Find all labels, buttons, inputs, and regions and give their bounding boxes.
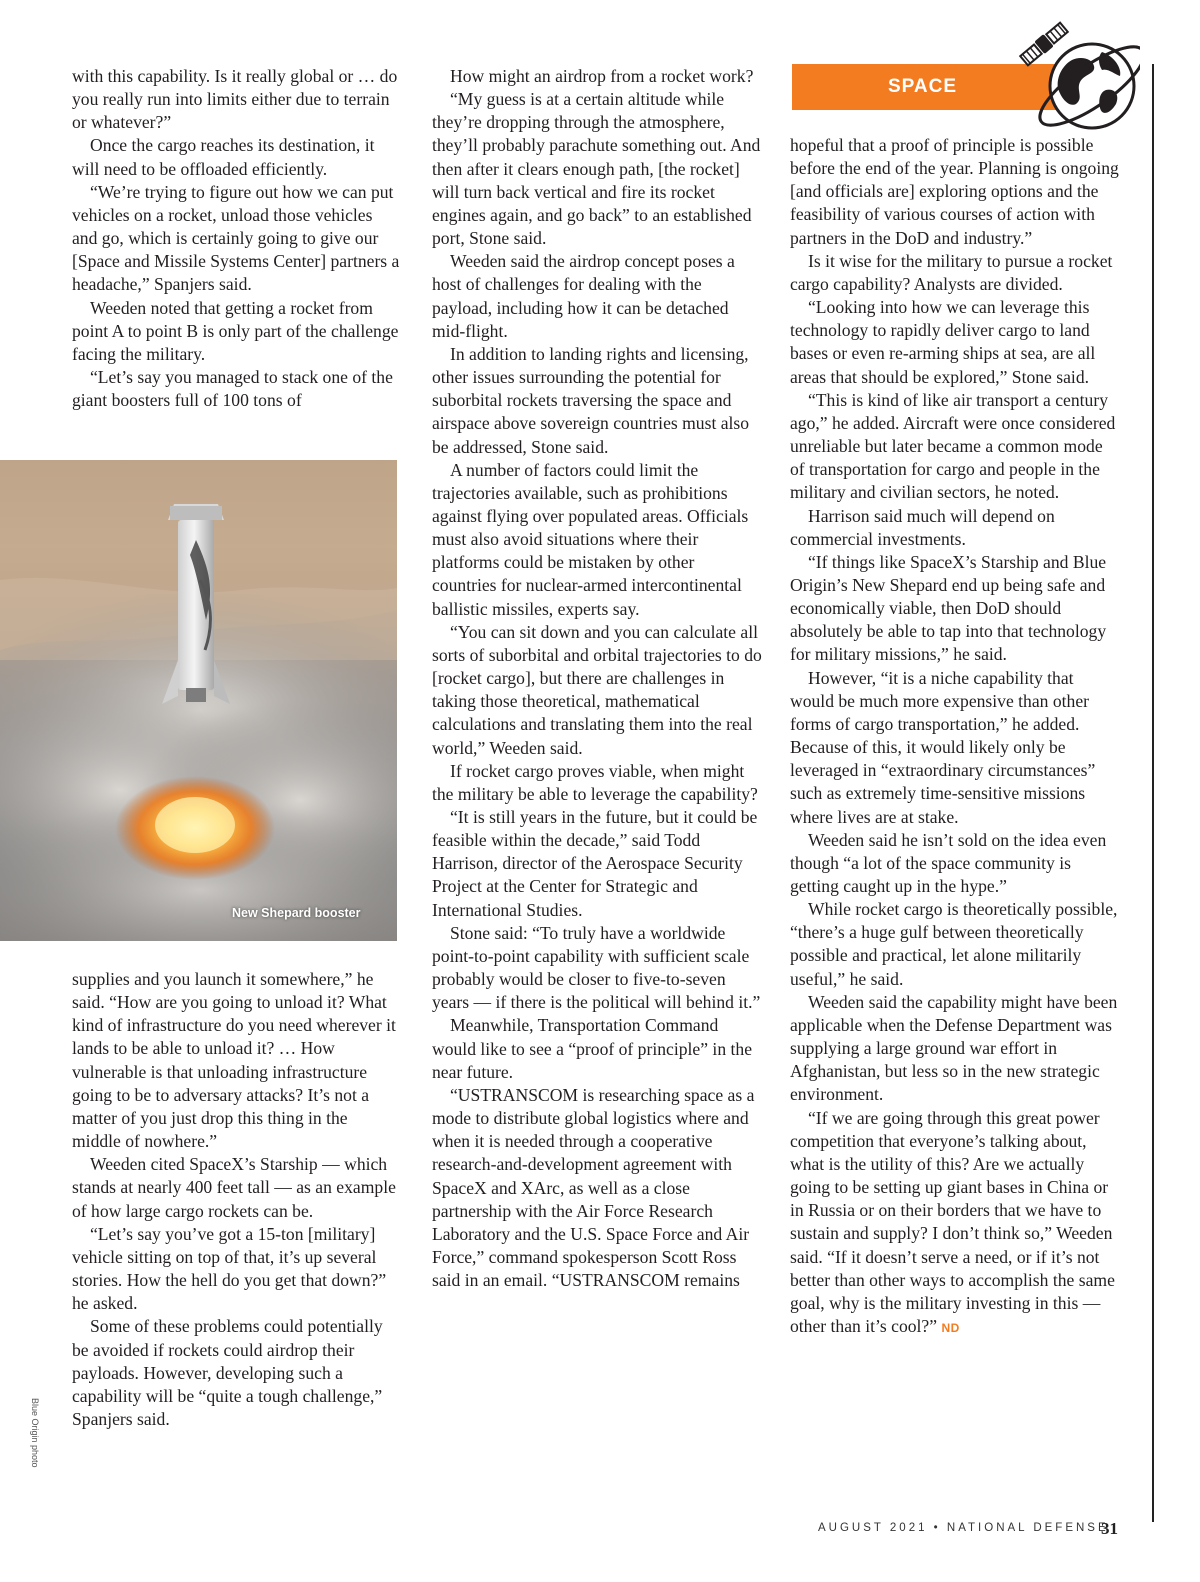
paragraph	[432, 1014, 762, 1083]
paragraph	[72, 65, 400, 134]
paragraph	[790, 1107, 1120, 1341]
paragraph	[72, 1223, 400, 1316]
paragraph-text: Weeden said he isn’t sold on the idea even though “a lot of the space community is getting caught up in the hype.”	[790, 829, 1107, 896]
paragraph	[790, 296, 1120, 389]
paragraph-text: Weeden said the capability might have been applicable when the Defense Department was supplying a large ground war effort in Afghanistan, but less so in the new strategic environment.	[790, 991, 1118, 1105]
paragraph	[432, 343, 762, 459]
paragraph-text: Weeden noted that getting a rocket from point A to point B is only part of the challenge facing the military.	[72, 297, 399, 364]
paragraph	[790, 551, 1120, 667]
paragraph	[72, 297, 400, 366]
paragraph-text: “This is kind of like air transport a century ago,” he added. Aircraft were once considered unreliable but later became a common mode of transportation for cargo and people in the military and civilian sectors, he noted.	[790, 389, 1116, 503]
section-label: SPACE	[888, 76, 958, 97]
paragraph	[432, 806, 762, 922]
paragraph	[432, 250, 762, 343]
paragraph-text: “Let’s say you’ve got a 15-ton [military] vehicle sitting on top of that, it’s up several stories. How the hell do you get that down?” he asked.	[72, 1223, 387, 1314]
paragraph	[790, 389, 1120, 505]
paragraph-text: However, “it is a niche capability that would be much more expensive than other forms of cargo transportation,” he added. Because of this, it would likely only be leveraged in “extraordinary circumstances” such as extremely time-sensitive missions where lives are at stake.	[790, 667, 1096, 827]
paragraph	[790, 250, 1120, 296]
article-column-3	[790, 134, 1120, 1340]
photo-caption: New Shepard booster	[232, 906, 361, 920]
paragraph-text: “If we are going through this great power competition that everyone’s talking about, what is the utility of this? Are we actually going to be setting up giant bases in China or in Russia or on their borders that we have to sustain and supply? I don’t think so,” Weeden said. “If it doesn’t serve a need, or if it’s not better than other ways to accomplish the same goal, why is the military investing in this — other than it’s cool?”	[790, 1107, 1115, 1336]
paragraph	[72, 968, 400, 1153]
globe-satellite-icon	[1010, 12, 1140, 137]
paragraph-text: “Looking into how we can leverage this technology to rapidly deliver cargo to land bases or even re-arming ships at sea, are all areas that should be explored,” Stone said.	[790, 297, 1096, 387]
paragraph-text: “My guess is at a certain altitude while they’re dropping through the atmosphere, they’ll probably parachute something out. And then after it clears enough path, [the rocket] will turn back vertical and fire its rocket engines again, and go back” to an established port, Stone said.	[432, 89, 761, 249]
paragraph-text: “It is still years in the future, but it could be feasible within the decade,” said Todd Harrison, director of the Aerospace Security Project at the Center for Strategic and International Studies.	[432, 807, 758, 920]
end-mark: ND	[941, 1320, 960, 1335]
paragraph-text: How might an airdrop from a rocket work?	[450, 66, 754, 86]
paragraph-text: Stone said: “To truly have a worldwide point-to-point capability with sufficient scale probably would be closer to five-to-seven years — if there is the political will behind it.”	[432, 922, 761, 1013]
paragraph	[790, 505, 1120, 551]
paragraph	[72, 134, 400, 180]
section-divider-line	[1152, 64, 1154, 1522]
article-column-1-top	[72, 65, 400, 412]
paragraph-text: Weeden said the airdrop concept poses a host of challenges for dealing with the payload, including how it can be detached mid-flight.	[432, 251, 735, 341]
paragraph-text: Meanwhile, Transportation Command would like to see a “proof of principle” in the near future.	[432, 1015, 753, 1082]
paragraph	[72, 366, 400, 412]
paragraph	[432, 922, 762, 1015]
paragraph-text: Is it wise for the military to pursue a rocket cargo capability? Analysts are divided.	[790, 250, 1113, 294]
article-column-2	[432, 65, 762, 1292]
paragraph-text: “You can sit down and you can calculate all sorts of suborbital and orbital trajectories to do [rocket cargo], but there are challenges in taking those theoretical, mathematical calculations and translating them into the real world,” Weeden said.	[432, 621, 762, 758]
paragraph-text: hopeful that a proof of principle is possible before the end of the year. Planning is ongoing [and officials are] exploring options and the feasibility of various courses of action with partners in the DoD and industry.”	[790, 135, 1119, 248]
paragraph-text: Once the cargo reaches its destination, it will need to be offloaded efficiently.	[72, 135, 375, 179]
paragraph-text: “USTRANSCOM is researching space as a mode to distribute global logistics where and when it is needed through a cooperative research-and-development agreement with SpaceX and XArc, as well as a close partnership with the Air Force Research Laboratory and the U.S. Space Force and Air Force,” command spokesperson Scott Ross said in an email. “USTRANSCOM remains	[432, 1084, 755, 1291]
paragraph-text: “Let’s say you managed to stack one of the giant boosters full of 100 tons of	[72, 367, 393, 411]
paragraph	[432, 459, 762, 621]
paragraph-text: “We’re trying to figure out how we can put vehicles on a rocket, unload those vehicles and go, which is certainly going to give our [Space and Missile Systems Center] partners a headache,” Spanjers said.	[72, 181, 400, 295]
page-number: 31	[1101, 1519, 1118, 1538]
paragraph-text: While rocket cargo is theoretically possible, “there’s a huge gulf between theoretically possible and practical, let alone militarily useful,” he said.	[790, 899, 1118, 989]
paragraph	[432, 1084, 762, 1292]
paragraph-text: Harrison said much will depend on commercial investments.	[790, 505, 1055, 549]
paragraph-text: A number of factors could limit the trajectories available, such as prohibitions against flying over populated areas. Officials must also avoid situations where their platforms could be mistaken by other countries for nuclear-armed intercontinental ballistic missiles, experts say.	[432, 459, 749, 619]
paragraph-text: “If things like SpaceX’s Starship and Blue Origin’s New Shepard end up being safe and economically viable, then DoD should absolutely be able to tap into that technology for military missions,” he said.	[790, 551, 1107, 665]
article-column-1-bottom	[72, 968, 400, 1431]
paragraph	[432, 88, 762, 250]
photo-credit: Blue Origin photo	[30, 1398, 40, 1468]
paragraph-text: If rocket cargo proves viable, when might the military be able to leverage the capability?	[432, 760, 758, 804]
page-footer: AUGUST 2021 • NATIONAL DEFENSE	[818, 1522, 1109, 1534]
new-shepard-booster-photo	[0, 460, 397, 941]
paragraph	[790, 898, 1120, 991]
paragraph	[432, 65, 762, 88]
paragraph-text: Weeden cited SpaceX’s Starship — which stands at nearly 400 feet tall — as an example of how large cargo rockets can be.	[72, 1154, 396, 1221]
paragraph	[72, 181, 400, 297]
paragraph-text: Some of these problems could potentially be avoided if rockets could airdrop their payloads. However, developing such a capability will be “quite a tough challenge,” Spanjers said.	[72, 1316, 383, 1429]
paragraph-text: In addition to landing rights and licensing, other issues surrounding the potential for suborbital rockets traversing the space and airspace above sovereign countries must also be addressed, Stone said.	[432, 343, 750, 457]
paragraph	[432, 760, 762, 806]
paragraph	[790, 134, 1120, 250]
paragraph	[72, 1153, 400, 1222]
paragraph	[432, 621, 762, 760]
paragraph	[72, 1315, 400, 1431]
paragraph	[790, 667, 1120, 829]
rocket-booster-icon	[0, 460, 397, 941]
paragraph	[790, 829, 1120, 898]
paragraph	[790, 991, 1120, 1107]
paragraph-text: supplies and you launch it somewhere,” he said. “How are you going to unload it? What kind of infrastructure do you need wherever it lands to be able to unload it? … How vulnerable is that unloading infrastructure going to be to adversary attacks? It’s not a matter of you just drop this thing in the middle of nowhere.”	[72, 969, 396, 1152]
paragraph-text: with this capability. Is it really global or … do you really run into limits either due to terrain or whatever?”	[72, 66, 398, 133]
